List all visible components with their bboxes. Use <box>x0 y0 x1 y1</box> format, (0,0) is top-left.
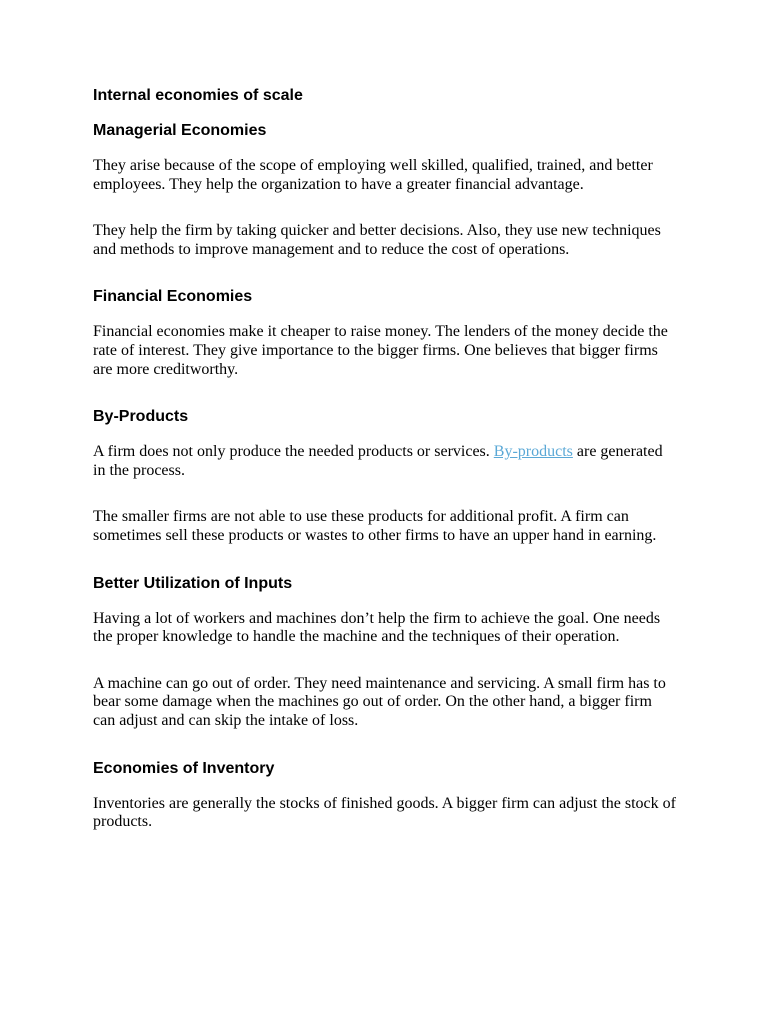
paragraph-financial-1: Financial economies make it cheaper to raise money. The lenders of the money decide the rate of interest. They give importance to the bigger firms. One believes that bigger firms are more creditworthy. <box>93 323 668 378</box>
paragraph-byproducts-2: The smaller firms are not able to use these products for additional profit. A firm can sometimes sell these products or wastes to other firms to have an upper hand in earning. <box>93 508 657 544</box>
paragraph-byproducts-1-text-before: A firm does not only produce the needed products or services. <box>93 443 494 461</box>
document-title: Internal economies of scale <box>93 87 303 104</box>
document-body <box>93 86 678 832</box>
paragraph-inventory-1: Inventories are generally the stocks of finished goods. A bigger firm can adjust the stock of products. <box>93 794 676 831</box>
paragraph-byproducts-1 <box>93 443 678 480</box>
paragraph-managerial-2: They help the firm by taking quicker and better decisions. Also, they use new techniques and methods to improve management and to reduce the cost of operations. <box>93 222 661 258</box>
paragraph-byproducts-1-text-after: are generated in the process. <box>93 443 663 479</box>
heading-by-products: By-Products <box>93 408 189 426</box>
heading-managerial-economies: Managerial Economies <box>93 122 267 139</box>
heading-financial-economies: Financial Economies <box>93 288 253 306</box>
by-products-link[interactable]: By-products <box>493 443 573 461</box>
heading-economies-of-inventory: Economies of Inventory <box>93 759 275 777</box>
paragraph-inputs-2: A machine can go out of order. They need maintenance and servicing. A small firm has to bear some damage when the machines go out of order. On the other hand, a bigger firm can adjust and can skip the intake of loss. <box>93 674 666 729</box>
heading-better-utilization-of-inputs: Better Utilization of Inputs <box>93 574 293 592</box>
paragraph-managerial-1: They arise because of the scope of employing well skilled, qualified, trained, and better employees. They help the organization to have a greater financial advantage. <box>93 157 653 193</box>
paragraph-inputs-1: Having a lot of workers and machines don’t help the firm to achieve the goal. One needs the proper knowledge to handle the machine and the techniques of their operation. <box>93 609 661 646</box>
